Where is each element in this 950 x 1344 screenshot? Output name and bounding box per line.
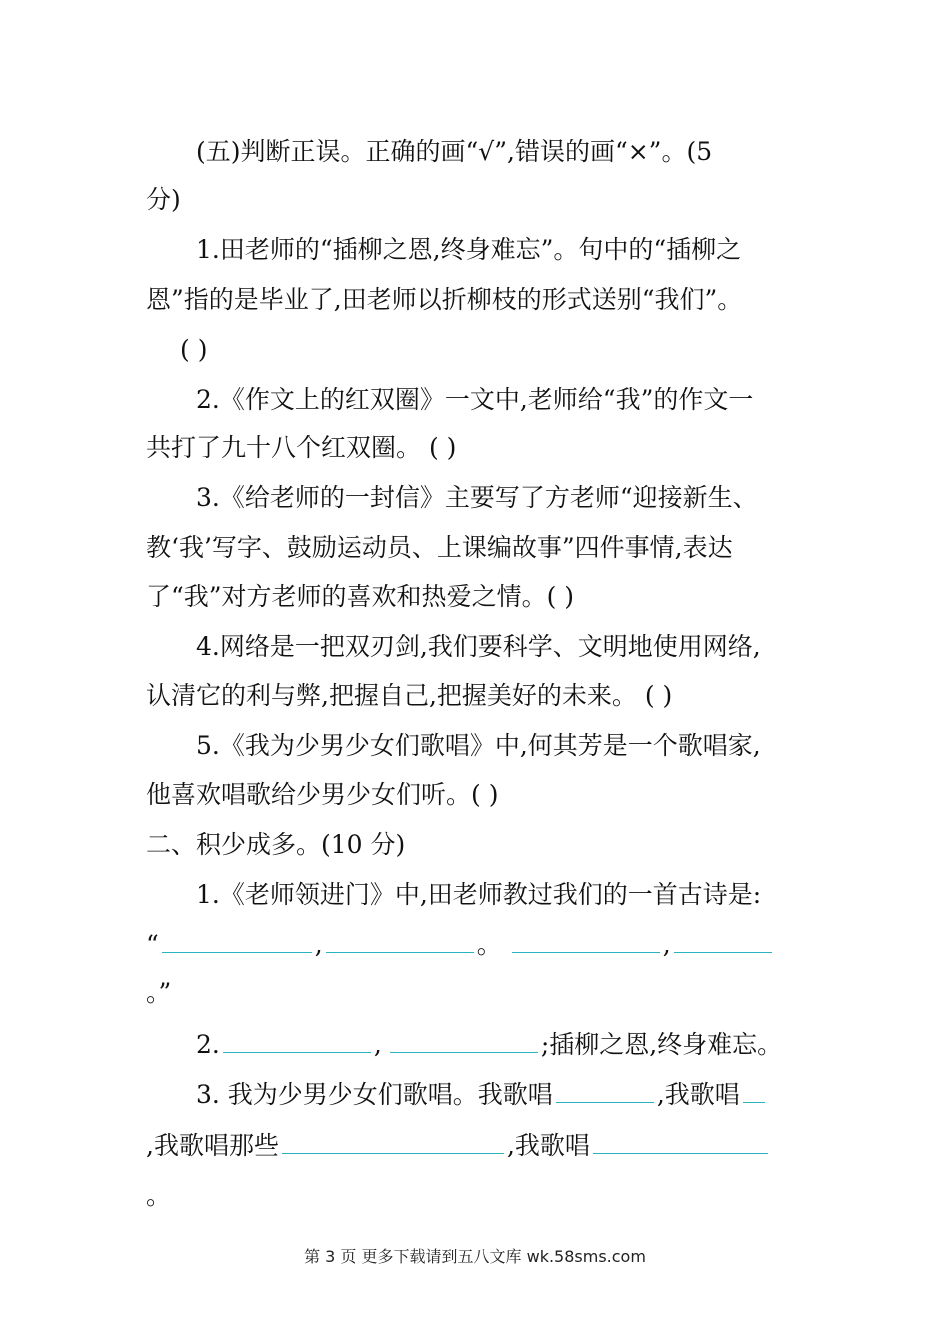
s5-q5-line2: 他喜欢唱歌给少男少女们听。( )	[146, 780, 499, 809]
q3-text-b: ,我歌唱	[656, 1080, 740, 1109]
s2-q1-end: 。”	[146, 978, 172, 1007]
open-quote: “	[146, 930, 159, 959]
section5-heading-line2: 分)	[146, 185, 181, 214]
s5-q4-line2: 认清它的利与弊,把握自己,把握美好的未来。 ( )	[146, 681, 673, 710]
q3-text-c: ,我歌唱那些	[146, 1131, 279, 1160]
q3-text-a: 3. 我为少男少女们歌唱。我歌唱	[196, 1080, 553, 1109]
s2-q3-end: 。	[146, 1181, 172, 1210]
s5-q4-line1: 4.网络是一把双刃剑,我们要科学、文明地使用网络,	[196, 632, 761, 661]
s5-q3-line3: 了“我”对方老师的喜欢和热爱之情。( )	[146, 582, 575, 611]
s5-q2-line1: 2.《作文上的红双圈》一文中,老师给“我”的作文一	[196, 385, 754, 414]
fill-blank-5[interactable]	[223, 1030, 371, 1053]
comma: ,	[373, 1030, 382, 1059]
fill-blank-1[interactable]	[162, 930, 312, 953]
comma: ,	[314, 930, 323, 959]
s2-q1-blanks-line	[146, 930, 775, 960]
s2-q1-line1: 1.《老师领进门》中,田老师教过我们的一首古诗是:	[196, 880, 762, 909]
q2-number: 2.	[196, 1030, 220, 1059]
fill-blank-10[interactable]	[593, 1131, 768, 1154]
s2-q2-line	[196, 1030, 782, 1060]
s5-q2-line2: 共打了九十八个红双圈。 ( )	[146, 433, 457, 462]
s5-q3-line2: 教‘我’写字、鼓励运动员、上课编故事”四件事情,表达	[146, 533, 733, 562]
s5-q1-line1: 1.田老师的“插柳之恩,终身难忘”。句中的“插柳之	[196, 235, 742, 264]
fill-blank-9[interactable]	[282, 1131, 504, 1154]
fill-blank-3[interactable]	[512, 930, 660, 953]
q3-text-d: ,我歌唱	[506, 1131, 590, 1160]
fill-blank-7[interactable]	[556, 1080, 654, 1103]
fill-blank-8[interactable]	[743, 1080, 765, 1103]
s5-q1-line2: 恩”指的是毕业了,田老师以折柳枝的形式送别“我们”。	[146, 285, 743, 314]
q2-tail: ;插柳之恩,终身难忘。	[540, 1030, 783, 1059]
period: 。	[476, 930, 502, 959]
section5-heading-line1: (五)判断正误。正确的画“√”,错误的画“×”。(5	[196, 137, 713, 166]
page-footer: 第 3 页 更多下载请到五八文库 wk.58sms.com	[304, 1247, 646, 1266]
section2-heading: 二、积少成多。(10 分)	[146, 830, 406, 859]
s5-q3-line1: 3.《给老师的一封信》主要写了方老师“迎接新生、	[196, 483, 758, 512]
fill-blank-4[interactable]	[674, 930, 772, 953]
s5-q1-answer-paren[interactable]: ( )	[180, 335, 208, 364]
s2-q3-line2	[146, 1131, 771, 1161]
fill-blank-6[interactable]	[390, 1030, 538, 1053]
s5-q5-line1: 5.《我为少男少女们歌唱》中,何其芳是一个歌唱家,	[196, 731, 761, 760]
s2-q3-line1	[196, 1080, 768, 1110]
comma: ,	[662, 930, 671, 959]
fill-blank-2[interactable]	[326, 930, 474, 953]
